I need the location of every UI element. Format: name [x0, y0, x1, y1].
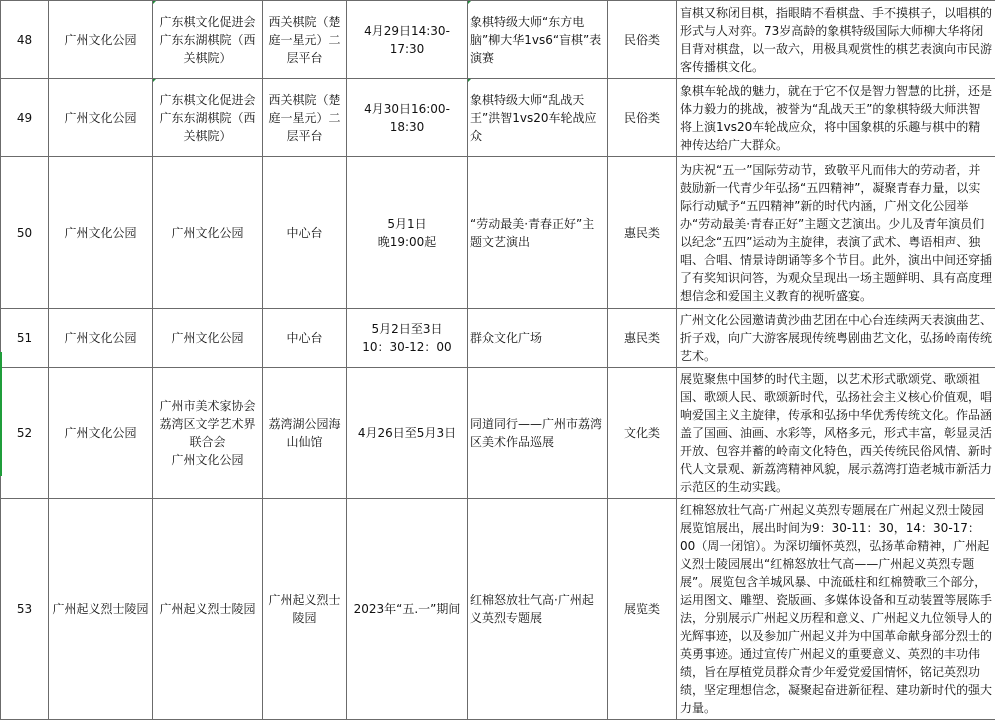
table-row — [1, 1, 995, 79]
description-cell: 盲棋又称闭目棋，指眼睛不看棋盘、手不摸棋子，以唱棋的形式与人对弈。73岁高龄的象棋特级国际大师柳大华将闭目背对棋盘，以一敌六，用极具观赏性的棋艺表演向市民游客传播棋文化。 — [677, 1, 995, 79]
description-cell: 象棋车轮战的魅力，就在于它不仅是智力智慧的比拼，还是体力毅力的挑战，被誉为“乱战天王”的象棋特级大师洪智将上演1vs20车轮战应众，将中国象棋的乐趣与棋中的精神传达给广大群众。 — [677, 79, 995, 157]
location-cell: 荔湾湖公园海山仙馆 — [263, 368, 347, 499]
row-number: 52 — [1, 368, 49, 499]
table-row — [1, 79, 995, 157]
organizer-cell: 广州文化公园 — [153, 309, 263, 368]
venue-cell: 广州文化公园 — [49, 368, 153, 499]
organizer-line: 广东棋文化促进会 广东东湖棋院（西关棋院） — [159, 93, 255, 143]
table-row — [1, 499, 995, 720]
location-cell: 西关棋院（楚庭一星元）二层平台 — [263, 79, 347, 157]
table-row — [1, 368, 995, 499]
event-cell: 群众文化广场 — [468, 309, 608, 368]
event-cell: “劳动最美·青春正好”主题文艺演出 — [468, 157, 608, 309]
venue-cell: 广州起义烈士陵园 — [49, 499, 153, 720]
row-number: 49 — [1, 79, 49, 157]
description-cell: 广州文化公园邀请黄沙曲艺团在中心台连续两天表演曲艺、折子戏，向广大游客展现传统粤剧曲艺文化，弘扬岭南传统艺术。 — [677, 309, 995, 368]
category-cell: 民俗类 — [608, 1, 677, 79]
row-number: 51 — [1, 309, 49, 368]
category-cell: 民俗类 — [608, 79, 677, 157]
row-number: 48 — [1, 1, 49, 79]
category-cell: 展览类 — [608, 499, 677, 720]
event-cell: 红棉怒放壮气高·广州起义英烈专题展 — [468, 499, 608, 720]
time-cell — [347, 309, 468, 368]
category-cell: 惠民类 — [608, 309, 677, 368]
description-cell: 为庆祝“五一”国际劳动节，致敬平凡而伟大的劳动者，并鼓励新一代青少年弘扬“五四精神”，凝聚青春力量，以实际行动赋予“五四精神”新的时代内涵，广州文化公园举办“劳动最美·青春正好”主题文艺演出。少儿及青年演员们以纪念“五四”运动为主旋律，表演了武术、粤语相声、独唱、合唱、情景诗朗诵等多个节目。此外，演出中间还穿插了有奖知识问答，为观众呈现出一场主题鲜明、具有高度理想信念和爱国主义教育的视听盛宴。 — [677, 157, 995, 309]
description-cell: 红棉怒放壮气高·广州起义英烈专题展在广州起义烈士陵园展览馆展出，展出时间为9：30-11：30，14：30-17：00（周一闭馆）。为深切缅怀英烈，弘扬革命精神，广州起义烈士陵园展出“红棉怒放壮气高——广州起义英烈专题展”。展览包含羊城风暴、中流砥柱和红棉赞歌三个部分，运用图文、雕塑、瓷版画、多媒体设备和互动装置等展陈手法，分别展示广州起义历程和意义、广州起义九位领导人的光辉事迹，以及参加广州起义并为中国革命献身部分烈士的英勇事迹。通过宣传广州起义的重要意义、英烈的丰功伟绩，旨在厚植党员群众青少年爱党爱国情怀，铭记英烈功绩，坚定理想信念，凝聚起奋进新征程、建功新时代的强大力量。 — [677, 499, 995, 720]
organizer-cell: 广州起义烈士陵园 — [153, 499, 263, 720]
venue-cell: 广州文化公园 — [49, 309, 153, 368]
location-cell: 中心台 — [263, 157, 347, 309]
time-line: 5月2日至3日 10：30-12：00 — [362, 322, 451, 354]
location-cell: 西关棋院（楚庭一星元）二层平台 — [263, 1, 347, 79]
description-cell: 展览聚焦中国梦的时代主题，以艺术形式歌颂党、歌颂祖国、歌颂人民、歌颂新时代，弘扬社会主义核心价值观，唱响爱国主义主旋律，传承和弘扬中华优秀传统文化。作品涵盖了国画、油画、水彩等，风格多元，形式丰富，彰显灵活开放、包容并蓄的岭南文化特色，西关传统民俗风情、新时代人文景观、新荔湾精神风貌，展示荔湾打造老城市新活力示范区的生动实践。 — [677, 368, 995, 499]
time-cell: 4月30日16:00-18:30 — [347, 79, 468, 157]
category-cell: 惠民类 — [608, 157, 677, 309]
event-cell: 同道同行——广州市荔湾区美术作品巡展 — [468, 368, 608, 499]
venue-cell: 广州文化公园 — [49, 79, 153, 157]
organizer-cell — [153, 1, 263, 79]
venue-cell: 广州文化公园 — [49, 157, 153, 309]
location-cell: 中心台 — [263, 309, 347, 368]
organizer-cell: 广州文化公园 — [153, 157, 263, 309]
location-cell: 广州起义烈士陵园 — [263, 499, 347, 720]
table-row — [1, 309, 995, 368]
category-cell: 文化类 — [608, 368, 677, 499]
organizer-cell — [153, 368, 263, 499]
table-row — [1, 157, 995, 309]
time-cell — [347, 157, 468, 309]
time-cell: 4月29日14:30-17:30 — [347, 1, 468, 79]
time-cell: 4月26日至5月3日 — [347, 368, 468, 499]
organizer-line: 广东棋文化促进会 广东东湖棋院（西关棋院） — [159, 15, 255, 65]
event-cell: 象棋特级大师“东方电脑”柳大华1vs6“盲棋”表演赛 — [468, 1, 608, 79]
organizer-line: 广州市美术家协会 荔湾区文学艺术界联合会 广州文化公园 — [159, 399, 255, 467]
time-line: 5月1日 晚19:00起 — [378, 217, 437, 249]
event-cell: 象棋特级大师“乱战天王”洪智1vs20车轮战应众 — [468, 79, 608, 157]
selection-edge — [0, 352, 2, 476]
row-number: 53 — [1, 499, 49, 720]
venue-cell: 广州文化公园 — [49, 1, 153, 79]
organizer-cell — [153, 79, 263, 157]
time-cell: 2023年“五.一”期间 — [347, 499, 468, 720]
row-number: 50 — [1, 157, 49, 309]
